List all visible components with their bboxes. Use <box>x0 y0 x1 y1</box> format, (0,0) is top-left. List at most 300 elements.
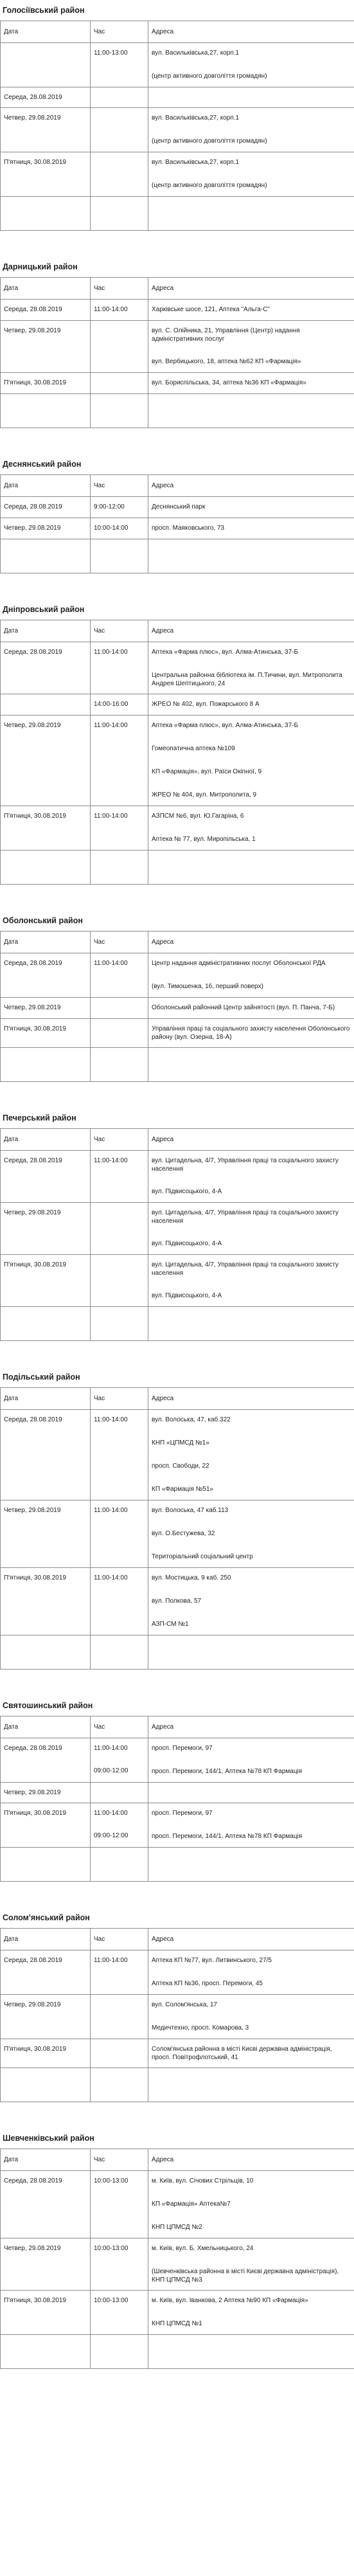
time-cell <box>91 716 148 806</box>
district-section <box>0 910 354 1082</box>
table-row-empty <box>1 1848 354 1882</box>
time-value: 09:00-12:00 <box>94 1767 128 1774</box>
header-date: Дата <box>1 620 91 642</box>
table-row <box>1 1738 354 1783</box>
table-row <box>1 694 354 716</box>
address-cell <box>148 953 354 998</box>
date-cell: Середа, 28.08.2019 <box>1 1151 91 1203</box>
time-cell <box>91 1255 148 1307</box>
date-cell: П'ятниця, 30.08.2019 <box>1 152 91 197</box>
table-row <box>1 1568 354 1635</box>
header-time: Час <box>91 278 148 300</box>
time-value: 11:00-14:00 <box>94 1745 128 1752</box>
address-cell <box>148 152 354 197</box>
time-value: 11:00-14:00 <box>94 960 128 967</box>
date-cell: П'ятниця, 30.08.2019 <box>1 373 91 394</box>
date-cell: Середа, 28.08.2019 <box>1 1950 91 1995</box>
header-address: Адреса <box>148 620 354 642</box>
time-value: 11:00-14:00 <box>94 306 128 313</box>
address-line: вул. Васильківська,27, корп.1 <box>152 50 240 57</box>
district-title: Шевченківський район <box>0 2128 354 2149</box>
empty-cell <box>1 1635 91 1670</box>
empty-cell <box>91 1048 148 1082</box>
empty-cell <box>148 197 354 231</box>
address-line: АЗП-СМ №1 <box>152 1621 189 1628</box>
address-cell <box>148 642 354 694</box>
table-row <box>1 518 354 539</box>
district-title: Солом'янський район <box>0 1907 354 1929</box>
header-address: Адреса <box>148 2149 354 2171</box>
date-cell: Середа, 28.08.2019 <box>1 1738 91 1783</box>
table-row-empty <box>1 851 354 885</box>
address-cell <box>148 1500 354 1568</box>
time-cell <box>91 1783 148 1803</box>
date-cell: Четвер, 29.08.2019 <box>1 1783 91 1803</box>
table-row <box>1 1803 354 1848</box>
table-row <box>1 998 354 1019</box>
address-line: вул. Полкова, 57 <box>152 1598 202 1605</box>
header-time: Час <box>91 21 148 43</box>
time-value: 09:00-12:00 <box>94 1832 128 1839</box>
table-row <box>1 806 354 851</box>
header-date: Дата <box>1 932 91 953</box>
empty-cell <box>91 1307 148 1341</box>
address-line: вул. Вербицького, 18, аптека №62 КП «Фармація» <box>152 358 301 365</box>
address-cell <box>148 694 354 716</box>
table-row-empty <box>1 1307 354 1341</box>
header-address: Адреса <box>148 932 354 953</box>
address-cell <box>148 1255 354 1307</box>
address-line: Харківське шосе, 121, Аптека "Альга-С" <box>152 306 270 313</box>
address-line: (центр активного довголіття громадян) <box>152 138 267 145</box>
header-date: Дата <box>1 1129 91 1151</box>
address-line: вул. Васильківська,27, корп.1 <box>152 159 240 166</box>
empty-cell <box>148 1848 354 1882</box>
date-cell: Четвер, 29.08.2019 <box>1 1500 91 1568</box>
time-cell <box>91 1019 148 1048</box>
time-value: 11:00-14:00 <box>94 649 128 656</box>
address-line: вул. О.Бестужева, 32 <box>152 1530 215 1537</box>
address-cell <box>148 1803 354 1848</box>
time-value: 10:00-14:00 <box>94 525 128 532</box>
time-cell <box>91 518 148 539</box>
address-line: вул. Підвисоцького, 4-А <box>152 1292 222 1299</box>
date-cell <box>1 694 91 716</box>
header-address: Адреса <box>148 475 354 497</box>
date-cell: Середа, 28.08.2019 <box>1 642 91 694</box>
time-value: 11:00-14:00 <box>94 1957 128 1964</box>
time-value: 10:00-13:00 <box>94 2297 128 2304</box>
time-cell <box>91 1151 148 1203</box>
time-cell <box>91 497 148 518</box>
address-cell <box>148 2291 354 2335</box>
address-line: (вул. Тимошенка, 16, перший поверх) <box>152 983 263 990</box>
address-line: Оболонський районний Центр зайнятості (вул. П. Панча, 7-Б) <box>152 1004 335 1011</box>
date-cell: Середа, 28.08.2019 <box>1 1410 91 1500</box>
date-cell <box>1 43 91 87</box>
table-row <box>1 108 354 152</box>
empty-cell <box>1 1848 91 1882</box>
address-cell <box>148 321 354 373</box>
address-line: КП «Фармація №51» <box>152 1486 214 1493</box>
empty-cell <box>91 539 148 573</box>
address-cell <box>148 2238 354 2291</box>
table-row <box>1 497 354 518</box>
time-cell <box>91 1500 148 1568</box>
district-title: Подільський район <box>0 1367 354 1388</box>
time-cell <box>91 108 148 152</box>
address-cell <box>148 1410 354 1500</box>
empty-cell <box>1 2335 91 2369</box>
schedule-table <box>0 932 354 1082</box>
header-time: Час <box>91 1716 148 1738</box>
time-cell <box>91 2291 148 2335</box>
empty-cell <box>91 2068 148 2102</box>
address-cell <box>148 1151 354 1203</box>
empty-cell <box>1 197 91 231</box>
date-cell: П'ятниця, 30.08.2019 <box>1 1019 91 1048</box>
address-cell <box>148 1203 354 1255</box>
table-row-empty <box>1 394 354 428</box>
header-time: Час <box>91 1388 148 1410</box>
table-header-row <box>1 278 354 300</box>
header-time: Час <box>91 1929 148 1950</box>
time-cell <box>91 1203 148 1255</box>
time-cell <box>91 1803 148 1848</box>
empty-cell <box>91 2335 148 2369</box>
empty-cell <box>1 2068 91 2102</box>
address-line: АЗПСМ №6, вул. Ю.Гагаріна, 6 <box>152 813 244 820</box>
address-line: Аптека КП №36, просп. Перемоги, 45 <box>152 1980 263 1987</box>
date-cell: Четвер, 29.08.2019 <box>1 2238 91 2291</box>
address-cell <box>148 716 354 806</box>
address-line: КНП ЦПМСД №1 <box>152 2320 202 2327</box>
table-row <box>1 1500 354 1568</box>
address-line: вул. Цитадельна, 4/7, Управління праці та соціального захисту населення <box>152 1157 339 1173</box>
empty-cell <box>148 1635 354 1670</box>
address-cell <box>148 1950 354 1995</box>
time-cell <box>91 953 148 998</box>
table-header-row <box>1 1388 354 1410</box>
empty-cell <box>148 394 354 428</box>
date-cell: П'ятниця, 30.08.2019 <box>1 1568 91 1635</box>
address-line: вул. Солом'янська, 17 <box>152 2001 218 2008</box>
address-line: КНП «ЦПМСД №1» <box>152 1439 209 1446</box>
date-cell: Середа, 28.08.2019 <box>1 953 91 998</box>
schedule-table <box>0 278 354 428</box>
time-cell <box>91 300 148 321</box>
time-cell <box>91 43 148 87</box>
time-cell <box>91 998 148 1019</box>
date-cell: Середа, 28.08.2019 <box>1 2171 91 2238</box>
time-cell <box>91 1950 148 1995</box>
time-cell <box>91 2039 148 2068</box>
time-value: 11:00-14:00 <box>94 1810 128 1817</box>
empty-cell <box>148 2068 354 2102</box>
time-cell <box>91 1738 148 1783</box>
table-row <box>1 953 354 998</box>
address-line: просп. Свободи, 22 <box>152 1463 209 1470</box>
address-cell <box>148 87 354 108</box>
table-row-empty <box>1 1048 354 1082</box>
address-cell <box>148 518 354 539</box>
address-cell <box>148 2171 354 2238</box>
address-line: вул. Підвисоцького, 4-А <box>152 1188 222 1195</box>
district-title: Деснянський район <box>0 454 354 475</box>
address-line: вул. С. Олійника, 21, Управління (Центр) надання адміністративних послуг <box>152 327 300 343</box>
header-address: Адреса <box>148 1129 354 1151</box>
date-cell: Четвер, 29.08.2019 <box>1 998 91 1019</box>
district-title: Голосіївський район <box>0 0 354 21</box>
date-cell: Середа, 28.08.2019 <box>1 87 91 108</box>
address-line: просп. Перемоги, 144/1, Аптека №78 КП Фармація <box>152 1833 303 1840</box>
address-line: КП «Фармація» Аптека№7 <box>152 2201 231 2208</box>
time-value: 9:00-12:00 <box>94 503 125 510</box>
table-header-row <box>1 1929 354 1950</box>
address-line: Гомеопатична аптека №109 <box>152 745 235 752</box>
table-row <box>1 1995 354 2039</box>
date-cell: Середа, 28.08.2019 <box>1 497 91 518</box>
date-cell: П'ятниця, 30.08.2019 <box>1 2291 91 2335</box>
time-cell <box>91 1995 148 2039</box>
header-date: Дата <box>1 1929 91 1950</box>
empty-cell <box>91 851 148 885</box>
schedule-table <box>0 475 354 573</box>
time-value: 11:00-14:00 <box>94 813 128 820</box>
address-cell <box>148 1568 354 1635</box>
district-section <box>0 599 354 885</box>
time-cell <box>91 321 148 373</box>
table-row <box>1 87 354 108</box>
table-row-empty <box>1 539 354 573</box>
address-line: вул. Волоська, 47, каб.322 <box>152 1416 231 1423</box>
address-line: (центр активного довголіття громадян) <box>152 73 267 80</box>
table-row <box>1 321 354 373</box>
address-line: вул. Волоська, 47 каб.113 <box>152 1507 229 1514</box>
table-row <box>1 1783 354 1803</box>
time-cell <box>91 87 148 108</box>
address-line: просп. Маяковського, 73 <box>152 525 225 532</box>
address-line: Територіальний соціальний центр <box>152 1553 253 1560</box>
empty-cell <box>148 1048 354 1082</box>
time-value: 11:00-14:00 <box>94 1507 128 1514</box>
empty-cell <box>1 1307 91 1341</box>
date-cell: П'ятниця, 30.08.2019 <box>1 2039 91 2068</box>
schedule-table <box>0 1388 354 1670</box>
empty-cell <box>1 1048 91 1082</box>
time-value: 10:00-13:00 <box>94 2177 128 2184</box>
address-line: Управління праці та соціального захисту населення Оболонського району (вул. Озерна, 18-А) <box>152 1025 350 1041</box>
address-line: м. Київ, вул. Іванкова, 2 Аптека №90 КП «Фармація» <box>152 2297 308 2304</box>
address-cell <box>148 300 354 321</box>
district-section <box>0 0 354 231</box>
time-value: 11:00-14:00 <box>94 722 128 729</box>
time-cell <box>91 694 148 716</box>
district-title: Дарницький район <box>0 257 354 278</box>
header-time: Час <box>91 932 148 953</box>
address-cell <box>148 2039 354 2068</box>
district-title: Дніпровський район <box>0 599 354 620</box>
table-header-row <box>1 2149 354 2171</box>
address-cell <box>148 497 354 518</box>
address-line: (центр активного довголіття громадян) <box>152 182 267 189</box>
schedule-table <box>0 21 354 231</box>
address-line: Аптека КП №77, вул. Литвинського, 27/5 <box>152 1957 272 1964</box>
schedule-table <box>0 1929 354 2102</box>
header-time: Час <box>91 620 148 642</box>
time-cell <box>91 806 148 851</box>
schedule-table <box>0 620 354 885</box>
time-cell <box>91 152 148 197</box>
date-cell: Середа, 28.08.2019 <box>1 300 91 321</box>
date-cell: Четвер, 29.08.2019 <box>1 108 91 152</box>
time-value: 11:00-14:00 <box>94 1416 128 1423</box>
table-row <box>1 152 354 197</box>
district-section <box>0 2128 354 2369</box>
date-cell: Четвер, 29.08.2019 <box>1 1203 91 1255</box>
header-time: Час <box>91 475 148 497</box>
address-line: Центральна районна бібліотека ім. П.Тичини, вул. Митрополита Андрея Шептицького, 24 <box>152 672 342 687</box>
header-date: Дата <box>1 475 91 497</box>
time-value: 14:00-16:00 <box>94 701 128 708</box>
time-cell <box>91 1410 148 1500</box>
table-row-empty <box>1 1635 354 1670</box>
header-date: Дата <box>1 278 91 300</box>
table-row <box>1 1255 354 1307</box>
date-cell: Четвер, 29.08.2019 <box>1 518 91 539</box>
table-header-row <box>1 932 354 953</box>
address-line: Медичтехно, просп. Комарова, 3 <box>152 2024 249 2031</box>
header-address: Адреса <box>148 21 354 43</box>
header-date: Дата <box>1 2149 91 2171</box>
table-row <box>1 1019 354 1048</box>
address-line: вул. Бориспільська, 34, аптека №36 КП «Фармація» <box>152 379 306 386</box>
address-line: вул. Васильківська,27, корп.1 <box>152 114 240 122</box>
table-header-row <box>1 1716 354 1738</box>
table-row <box>1 2291 354 2335</box>
address-cell <box>148 806 354 851</box>
table-row-empty <box>1 2335 354 2369</box>
empty-cell <box>91 394 148 428</box>
district-title: Оболонський район <box>0 910 354 932</box>
table-header-row <box>1 21 354 43</box>
empty-cell <box>148 2335 354 2369</box>
header-date: Дата <box>1 1716 91 1738</box>
district-section <box>0 1695 354 1882</box>
date-cell: П'ятниця, 30.08.2019 <box>1 1255 91 1307</box>
district-section <box>0 454 354 573</box>
table-row <box>1 716 354 806</box>
address-cell <box>148 1019 354 1048</box>
time-value: 11:00-14:00 <box>94 1157 128 1164</box>
date-cell: Четвер, 29.08.2019 <box>1 716 91 806</box>
date-cell: П'ятниця, 30.08.2019 <box>1 1803 91 1848</box>
address-line: Деснянський парк <box>152 503 206 510</box>
date-cell: П'ятниця, 30.08.2019 <box>1 806 91 851</box>
table-row <box>1 373 354 394</box>
address-line: ЖРЕО № 402, вул. Пожарського 8 А <box>152 701 260 708</box>
table-row <box>1 1151 354 1203</box>
address-cell <box>148 108 354 152</box>
address-line: вул. Підвисоцького, 4-А <box>152 1240 222 1247</box>
empty-cell <box>1 394 91 428</box>
time-value: 11:00-13:00 <box>94 50 128 57</box>
district-title: Святошинський район <box>0 1695 354 1716</box>
empty-cell <box>91 197 148 231</box>
address-line: Аптека «Фарма плюс», вул. Алма-Атинська, 37-Б <box>152 649 299 656</box>
district-section <box>0 1367 354 1670</box>
district-section <box>0 1907 354 2102</box>
address-line: вул. Мостицька, 9 каб. 250 <box>152 1574 231 1581</box>
table-row <box>1 1410 354 1500</box>
address-line: Аптека № 77, вул. Миропільська, 1 <box>152 836 256 843</box>
table-row <box>1 642 354 694</box>
date-cell: Четвер, 29.08.2019 <box>1 1995 91 2039</box>
schedule-table <box>0 1716 354 1882</box>
address-line: просп. Перемоги, 97 <box>152 1745 213 1752</box>
address-line: Солом'янська районна в місті Києві державна адміністрація, просп. Повітрофлотський, 41 <box>152 2046 332 2061</box>
table-row-empty <box>1 197 354 231</box>
address-cell <box>148 43 354 87</box>
time-cell <box>91 373 148 394</box>
header-address: Адреса <box>148 1929 354 1950</box>
table-row <box>1 2238 354 2291</box>
address-cell <box>148 1738 354 1783</box>
table-row <box>1 300 354 321</box>
header-time: Час <box>91 2149 148 2171</box>
address-line: ЖРЕО № 404, вул. Митрополита, 9 <box>152 791 257 798</box>
address-line: КП «Фармація», вул. Раїси Окіпної, 9 <box>152 768 262 775</box>
table-header-row <box>1 475 354 497</box>
address-line: (Шевченківська районна в місті Києві державна адміністрація), КНП ЦПМСД №3 <box>152 2268 339 2283</box>
empty-cell <box>148 539 354 573</box>
table-row <box>1 1950 354 1995</box>
header-date: Дата <box>1 1388 91 1410</box>
header-address: Адреса <box>148 278 354 300</box>
empty-cell <box>1 851 91 885</box>
address-line: вул. Цитадельна, 4/7, Управління праці та соціального захисту населення <box>152 1209 339 1225</box>
time-cell <box>91 642 148 694</box>
empty-cell <box>148 1307 354 1341</box>
table-header-row <box>1 1129 354 1151</box>
district-section <box>0 257 354 428</box>
district-title: Печерський район <box>0 1108 354 1129</box>
time-value: 11:00-14:00 <box>94 1574 128 1581</box>
address-line: просп. Перемоги, 97 <box>152 1810 213 1817</box>
date-cell: Четвер, 29.08.2019 <box>1 321 91 373</box>
header-date: Дата <box>1 21 91 43</box>
address-line: КНП ЦПМСД №2 <box>152 2224 202 2231</box>
district-section <box>0 1108 354 1341</box>
table-row <box>1 1203 354 1255</box>
address-line: м. Київ, вул. Січових Стрільців, 10 <box>152 2177 254 2184</box>
address-cell <box>148 1995 354 2039</box>
address-cell <box>148 373 354 394</box>
header-address: Адреса <box>148 1388 354 1410</box>
empty-cell <box>148 851 354 885</box>
table-row <box>1 2039 354 2068</box>
address-line: вул. Цитадельна, 4/7, Управління праці та соціального захисту населення <box>152 1261 339 1277</box>
table-header-row <box>1 620 354 642</box>
header-time: Час <box>91 1129 148 1151</box>
table-row <box>1 43 354 87</box>
address-line: Аптека «Фарма плюс», вул. Алма-Атинська, 37-Б <box>152 722 299 729</box>
empty-cell <box>91 1635 148 1670</box>
header-address: Адреса <box>148 1716 354 1738</box>
empty-cell <box>91 1848 148 1882</box>
address-cell <box>148 998 354 1019</box>
address-line: м. Київ, вул. Б. Хмельницького, 24 <box>152 2245 254 2252</box>
